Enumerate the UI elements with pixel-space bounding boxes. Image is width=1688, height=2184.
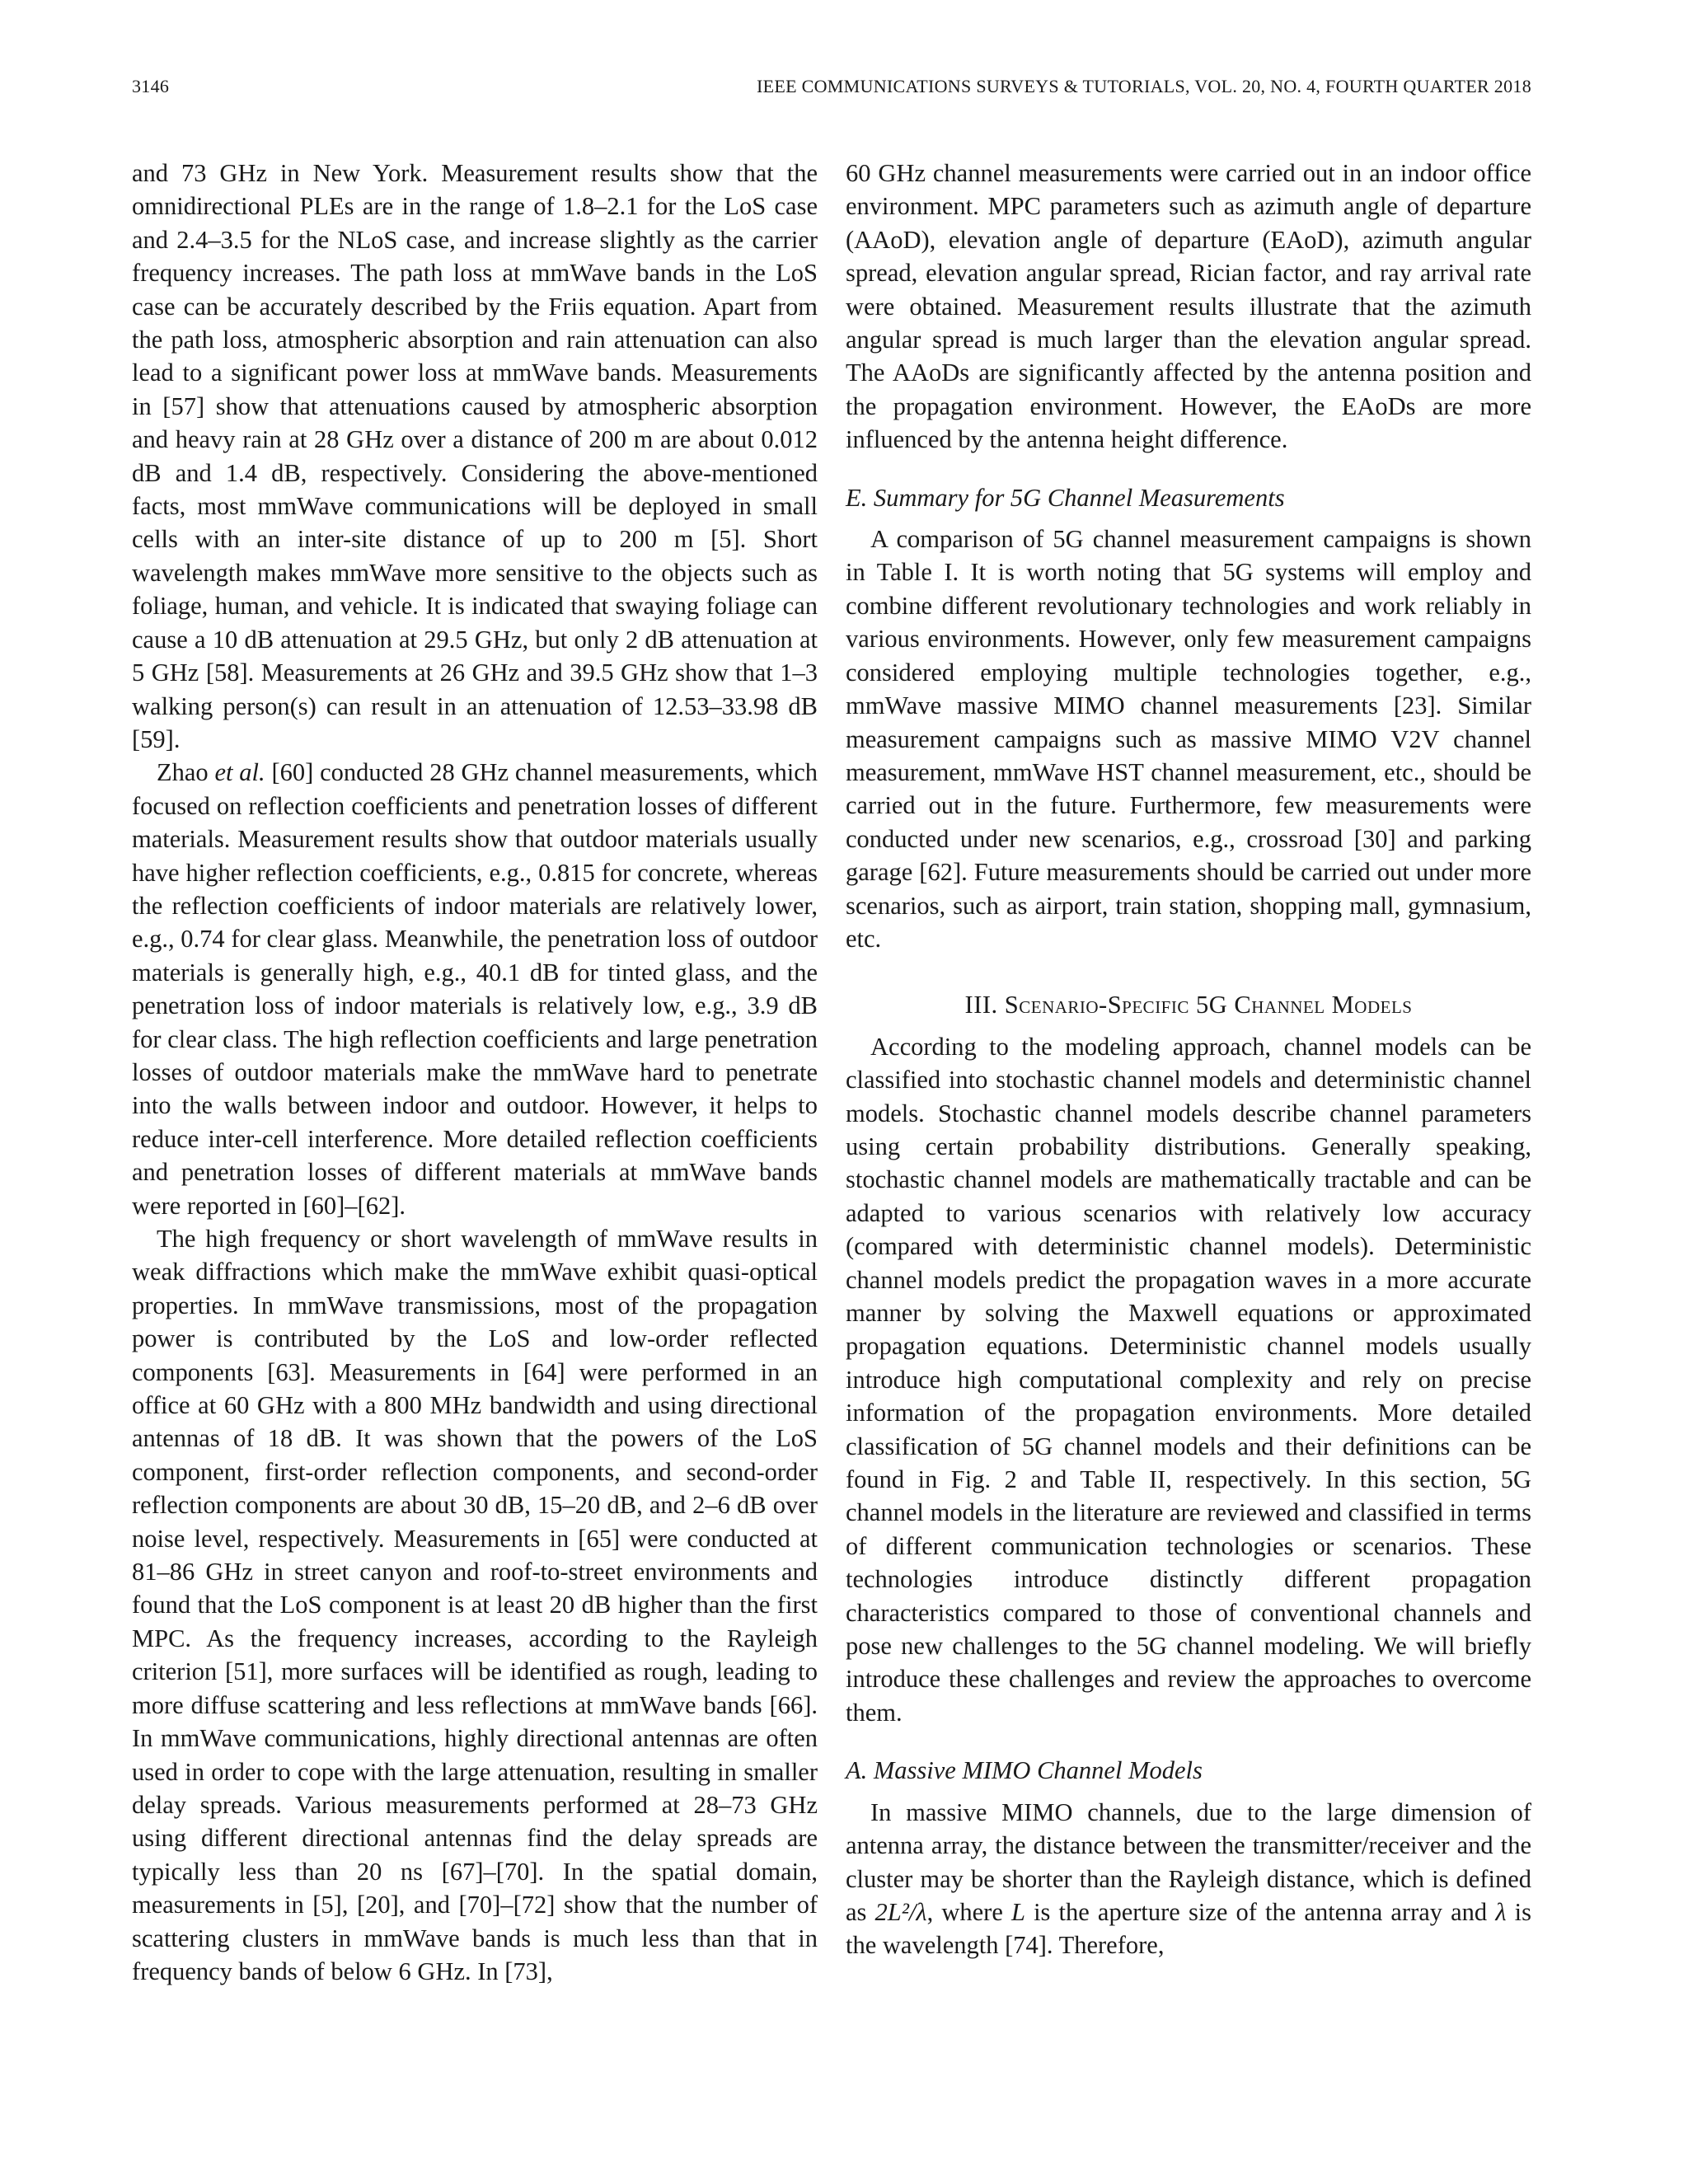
right-column (846, 157, 1531, 1962)
paragraph (846, 1796, 1531, 1962)
page-number: 3146 (132, 76, 170, 96)
running-header (132, 76, 1531, 109)
math-symbol: L (1010, 1897, 1025, 1926)
paragraph-text: In massive MIMO channels, due to the large dimension of antenna array, the distance between the transmitter/receiver and the cluster may be shorter than the Rayleigh distance, which is defined as (846, 1797, 1531, 1926)
journal-title: IEEE COMMUNICATIONS SURVEYS & TUTORIALS, VOL. 20, NO. 4, FOURTH QUARTER 2018 (757, 76, 1531, 96)
subsection-heading: A. Massive MIMO Channel Models (846, 1756, 1203, 1785)
paragraph-text: is the wavelength [74]. Therefore, (846, 1897, 1531, 1960)
paragraph: 60 GHz channel measurements were carried out in an indoor office environment. MPC parameters such as azimuth angle of departure (AAoD), elevation angle of departure (EAoD), azimuth angular spread, elevation angular spread, Rician factor, and ray arrival rate were obtained. Measurement results illustrate that the azimuth angular spread is much larger than the elevation angular spread. The AAoDs are significantly affected by the antenna position and the propagation environment. However, the EAoDs are more influenced by the antenna height difference. (846, 159, 1531, 454)
left-column (132, 157, 818, 1988)
section-number: III. (964, 991, 998, 1019)
paragraph-text: , where (926, 1897, 1011, 1926)
paragraph (132, 756, 818, 1222)
paragraph: According to the modeling approach, channel models can be classified into stochastic channel models and deterministic channel models. Stochastic channel models describe channel parameters using certain probability distributions. Generally speaking, stochastic channel models are mathematically tractable and can be adapted to various scenarios with relatively low accuracy (compared with deterministic channel models). Deterministic channel models predict the propagation waves in a more accurate manner by solving the Maxwell equations or approximated propagation equations. Deterministic channel models usually introduce high computational complexity and rely on precise information of the propagation environments. More detailed classification of 5G channel models and their definitions can be found in Fig. 2 and Table II, respectively. In this section, 5G channel models in the literature are reviewed and classified in terms of different communication technologies or scenarios. These technologies introduce distinctly different propagation characteristics compared to those of conventional channels and pose new challenges to the 5G channel modeling. We will briefly introduce these challenges and review the approaches to overcome them. (846, 1032, 1531, 1727)
author-name: Zhao (157, 758, 209, 787)
math-symbol: λ (1495, 1897, 1507, 1926)
subsection-heading: E. Summary for 5G Channel Measurements (846, 483, 1285, 512)
section-heading (846, 955, 1531, 1029)
paragraph-text: [60] conducted 28 GHz channel measurements, which focused on reflection coefficients and penetration losses of different materials. Measurement results show that outdoor materials usually have higher reflection coefficients, e.g., 0.815 for concrete, whereas the reflection coefficients of indoor materials are relatively lower, e.g., 0.74 for clear glass. Meanwhile, the penetration loss of outdoor materials is generally high, e.g., 40.1 dB for tinted glass, and the penetration loss of indoor materials is relatively low, e.g., 3.9 dB for clear class. The high reflection coefficients and large penetration losses of outdoor materials make the mmWave hard to penetrate into the walls between indoor and outdoor. However, it helps to reduce inter-cell interference. More detailed reflection coefficients and penetration losses of different materials at mmWave bands were reported in [60]–[62]. (132, 758, 818, 1220)
section-title: Scenario-Specific 5G Channel Models (1004, 991, 1413, 1019)
et-al: et al. (214, 758, 265, 787)
paragraph-text: is the aperture size of the antenna array and (1025, 1897, 1496, 1926)
paragraph: The high frequency or short wavelength of mmWave results in weak diffractions which make the mmWave exhibit quasi-optical properties. In mmWave transmissions, most of the propagation power is contributed by the LoS and low-order reflected components [63]. Measurements in [64] were performed in an office at 60 GHz with a 800 MHz bandwidth and using directional antennas of 18 dB. It was shown that the powers of the LoS component, first-order reflection components, and second-order reflection components are about 30 dB, 15–20 dB, and 2–6 dB over noise level, respectively. Measurements in [65] were conducted at 81–86 GHz in street canyon and roof-to-street environments and found that the LoS component is at least 20 dB higher than the first MPC. As the frequency increases, according to the Rayleigh criterion [51], more surfaces will be identified as rough, leading to more diffuse scattering and less reflections at mmWave bands [66]. In mmWave communications, highly directional antennas are often used in order to cope with the large attenuation, resulting in smaller delay spreads. Various measurements performed at 28–73 GHz using different directional antennas find the delay spreads are typically less than 20 ns [67]–[70]. In the spatial domain, measurements in [5], [20], and [70]–[72] show that the number of scattering clusters in mmWave bands is much less than that in frequency bands of below 6 GHz. In [73], (132, 1225, 818, 1985)
paragraph: and 73 GHz in New York. Measurement results show that the omnidirectional PLEs are in the range of 1.8–2.1 for the LoS case and 2.4–3.5 for the NLoS case, and increase slightly as the carrier frequency increases. The path loss at mmWave bands in the LoS case can be accurately described by the Friis equation. Apart from the path loss, atmospheric absorption and rain attenuation can also lead to a significant power loss at mmWave bands. Measurements in [57] show that attenuations caused by atmospheric absorption and heavy rain at 28 GHz over a distance of 200 m are about 0.012 dB and 1.4 dB, respectively. Considering the above-mentioned facts, most mmWave communications will be deployed in small cells with an inter-site distance of up to 200 m [5]. Short wavelength makes mmWave more sensitive to the objects such as foliage, human, and vehicle. It is indicated that swaying foliage can cause a 10 dB attenuation at 29.5 GHz, but only 2 dB attenuation at 5 GHz [58]. Measurements at 26 GHz and 39.5 GHz show that 1–3 walking person(s) can result in an attenuation of 12.53–33.98 dB [59]. (132, 159, 818, 753)
formula: 2L²/λ (874, 1897, 927, 1926)
paragraph: A comparison of 5G channel measurement campaigns is shown in Table I. It is worth noting that 5G systems will employ and combine different revolutionary technologies and work reliably in various environments. However, only few measurement campaigns considered employing multiple technologies together, e.g., mmWave massive MIMO channel measurements [23]. Similar measurement campaigns such as massive MIMO V2V channel measurement, mmWave HST channel measurement, etc., should be carried out in the future. Furthermore, few measurements were conducted under new scenarios, e.g., crossroad [30] and parking garage [62]. Future measurements should be carried out under more scenarios, such as airport, train station, shopping mall, gymnasium, etc. (846, 525, 1531, 953)
